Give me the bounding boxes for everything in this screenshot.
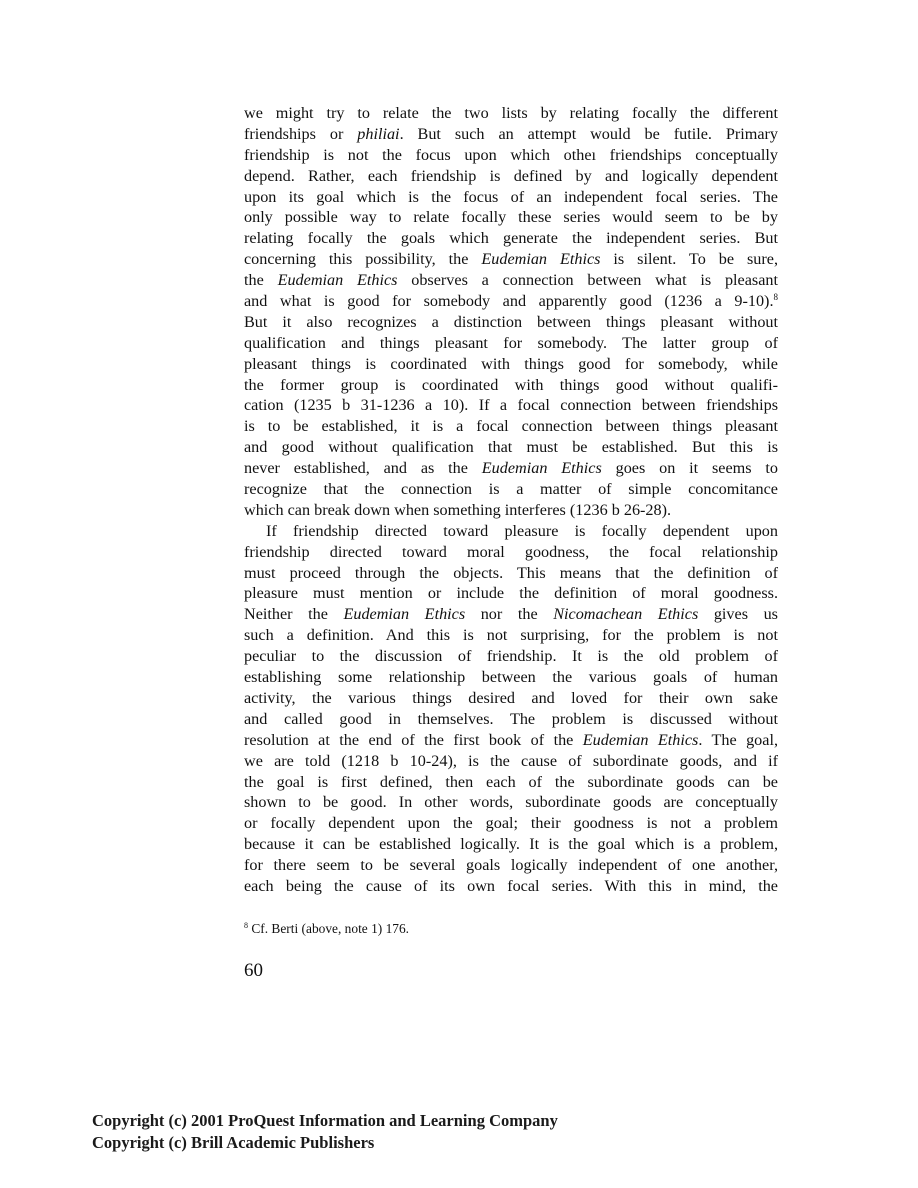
text-line	[244, 228, 778, 249]
text-line	[244, 521, 778, 542]
text-line	[244, 772, 778, 793]
text-segment: establishing some relationship between the various goals of human	[244, 668, 778, 687]
text-segment: friendships or	[244, 124, 358, 143]
text-line	[244, 416, 778, 437]
copyright-line-brill: Copyright (c) Brill Academic Publishers	[92, 1133, 375, 1152]
text-segment: and called good in themselves. The problem is discussed without	[244, 709, 778, 728]
copyright-notice	[92, 1110, 558, 1154]
text-segment: we are told (1218 b 10-24), is the cause of subordinate goods, and if	[244, 751, 778, 770]
text-segment: for there seem to be several goals logically independent of one another,	[244, 856, 778, 875]
text-line	[244, 354, 778, 375]
text-segment: and what is good for somebody and apparently good (1236 a 9-10).	[244, 292, 774, 311]
text-segment: shown to be good. In other words, subordinate goods are conceptually	[244, 793, 778, 812]
copyright-line-proquest: Copyright (c) 2001 ProQuest Information and Learning Company	[92, 1111, 558, 1130]
text-line	[244, 667, 778, 688]
text-line	[244, 688, 778, 709]
text-segment: gives us	[698, 605, 778, 624]
text-segment: must proceed through the objects. This means that the definition of	[244, 563, 778, 582]
text-segment: relating focally the goals which generate the independent series. But	[244, 229, 778, 248]
text-segment: such a definition. And this is not surprising, for the problem is not	[244, 626, 778, 645]
text-segment: pleasure must mention or include the definition of moral goodness.	[244, 584, 778, 603]
text-line	[244, 458, 778, 479]
italic-title: Nicomachean Ethics	[553, 605, 699, 624]
text-segment: is to be established, it is a focal connection between things pleasant	[244, 417, 778, 436]
text-line	[244, 855, 778, 876]
text-line	[244, 437, 778, 458]
text-line	[244, 124, 778, 145]
text-line	[244, 291, 778, 312]
body-text	[244, 103, 778, 897]
text-line	[244, 730, 778, 751]
text-segment: If friendship directed toward pleasure is focally dependent upon	[266, 521, 778, 540]
text-line	[244, 479, 778, 500]
text-segment: the	[244, 271, 278, 290]
text-segment: friendship is not the focus upon which otheı friendships conceptually	[244, 145, 778, 164]
text-line	[244, 500, 778, 521]
text-line	[244, 270, 778, 291]
text-segment: pleasant things is coordinated with things good for somebody, while	[244, 354, 778, 373]
text-line	[244, 207, 778, 228]
text-segment: only possible way to relate focally these series would seem to be by	[244, 208, 778, 227]
text-segment: observes a connection between what is pleasant	[397, 271, 778, 290]
text-line	[244, 813, 778, 834]
text-segment: friendship directed toward moral goodness, the focal relationship	[244, 542, 778, 561]
text-line	[244, 876, 778, 897]
text-segment: each being the cause of its own focal series. With this in mind, the	[244, 876, 778, 895]
text-line	[244, 145, 778, 166]
text-segment: . But such an attempt would be futile. Primary	[399, 124, 779, 143]
text-segment: activity, the various things desired and loved for their own sake	[244, 688, 778, 707]
text-segment: or focally dependent upon the goal; their goodness is not a problem	[244, 814, 778, 833]
italic-title: Eudemian Ethics	[277, 271, 398, 290]
text-segment: recognize that the connection is a matter of simple concomitance	[244, 480, 778, 499]
text-line	[244, 646, 778, 667]
italic-title: Eudemian Ethics	[343, 605, 466, 624]
text-line	[244, 542, 778, 563]
text-line	[244, 249, 778, 270]
text-segment: the former group is coordinated with things good without qualifi-	[244, 375, 778, 394]
footnote-reference: 8	[773, 292, 778, 303]
text-line	[244, 625, 778, 646]
text-line	[244, 604, 778, 625]
text-segment: concerning this possibility, the	[244, 250, 482, 269]
text-line	[244, 709, 778, 730]
text-segment: peculiar to the discussion of friendship. It is the old problem of	[244, 647, 778, 666]
text-line	[244, 792, 778, 813]
text-line	[244, 312, 778, 333]
italic-title: Eudemian Ethics	[582, 730, 699, 749]
text-segment: nor the	[465, 605, 554, 624]
text-segment: which can break down when something interferes (1236 b 26-28).	[244, 500, 672, 519]
text-line	[244, 751, 778, 772]
text-segment: But it also recognizes a distinction between things pleasant without	[244, 312, 778, 331]
text-segment: goes on it seems to	[601, 459, 778, 478]
text-line	[244, 563, 778, 584]
footnote	[244, 920, 778, 938]
text-segment: resolution at the end of the first book of the	[244, 730, 583, 749]
italic-title: philiai	[357, 124, 400, 143]
text-segment: the goal is first defined, then each of the subordinate goods can be	[244, 772, 778, 791]
text-segment: is silent. To be sure,	[600, 250, 778, 269]
text-segment: we might try to relate the two lists by relating focally the different	[244, 104, 778, 122]
italic-title: Eudemian Ethics	[481, 250, 601, 269]
italic-title: Eudemian Ethics	[481, 459, 602, 478]
text-line	[244, 395, 778, 416]
text-line	[244, 375, 778, 396]
text-line	[244, 166, 778, 187]
text-line	[244, 103, 778, 124]
text-line	[244, 187, 778, 208]
text-segment: Neither the	[244, 605, 344, 624]
footnote-marker: 8	[244, 921, 248, 930]
text-segment: cation (1235 b 31-1236 a 10). If a focal connection between friendships	[244, 396, 778, 415]
page-number: 60	[244, 960, 263, 981]
text-segment: qualification and things pleasant for somebody. The latter group of	[244, 333, 778, 352]
text-line	[244, 333, 778, 354]
text-segment: upon its goal which is the focus of an independent focal series. The	[244, 187, 778, 206]
text-segment: and good without qualification that must be established. But this is	[244, 438, 778, 457]
text-segment: depend. Rather, each friendship is defined by and logically dependent	[244, 166, 778, 185]
text-segment: . The goal,	[698, 730, 778, 749]
text-line	[244, 583, 778, 604]
text-segment: never established, and as the	[244, 459, 482, 478]
text-segment: because it can be established logically. It is the goal which is a problem,	[244, 835, 778, 854]
footnote-text: Cf. Berti (above, note 1) 176.	[248, 921, 410, 936]
text-line	[244, 834, 778, 855]
